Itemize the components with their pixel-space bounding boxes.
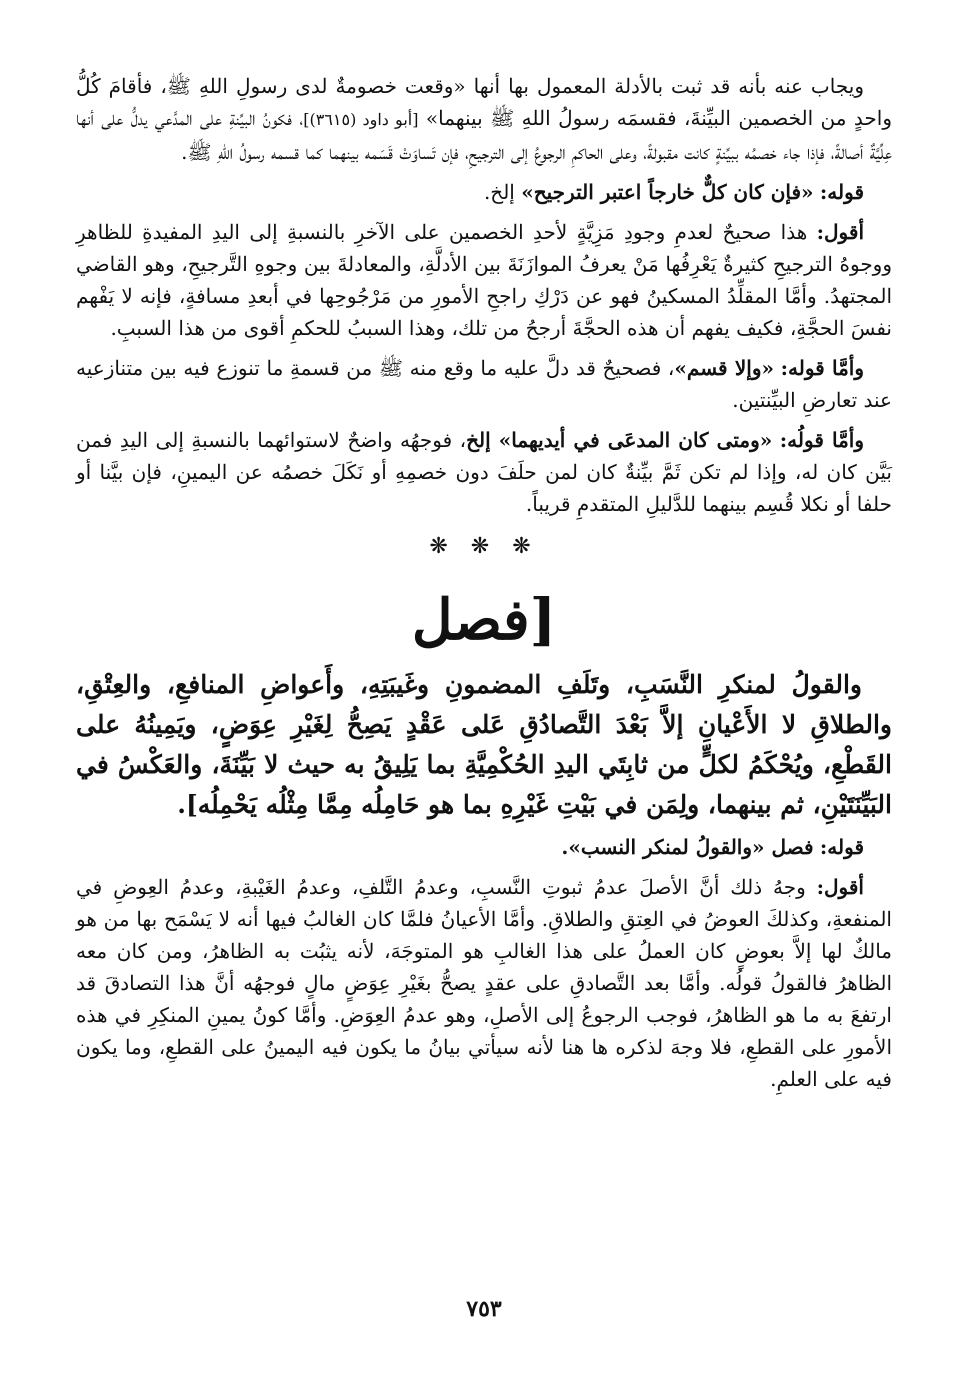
paragraph-text: ويجاب عنه بأنه قد ثبت بالأدلة المعمول بها أنها «وقعت خصومةٌ لدى رسولِ اللهِ ﷺ، فأقامَ كُلُّ واحدٍ من الخصمين البيِّنةَ، فقسمَه رسولُ اللهِ ﷺ بينهما» xyxy=(76,74,892,130)
paragraph-7 xyxy=(76,871,892,1095)
paragraph-3 xyxy=(76,216,892,344)
lead-word: وأمَّا قوله: xyxy=(780,356,865,380)
lead-word: قوله: xyxy=(819,180,864,204)
document-page xyxy=(76,70,892,1370)
lead-word: أقول: xyxy=(816,220,865,244)
paragraph-text: ، فصحيحٌ قد دلَّ عليه ما وقع منه ﷺ من قسمةِ ما تنوزع فيه بين متنازعيه عند تعارضِ البيِّنتين. xyxy=(76,356,892,412)
paragraph-text: وجهُ ذلك أنَّ الأصلَ عدمُ ثبوتِ النَّسبِ، وعدمُ التَّلفِ، وعدمُ الغَيْبةِ، وعدمُ العِوضِ في المنفعةِ، وكذلكَ العوضُ في العِتقِ والطلاقِ. وأمَّا الأعيانُ فلمَّا كان الغالبُ فيها أنه لا يَسْمَح بها من هو مالكٌ لها إلاَّ بعوضٍ كان العملُ على هذا الغالبِ هو المتوجَهَ، لأنه يثبُت به الظاهرُ، ومن كان معه الظاهرُ فالقولُ قولُه. وأمَّا بعد التَّصادقِ على عقدٍ يصحُّ بغَيْرِ عِوَضٍ مالٍ فوجهُه أنَّ هذا التصادقَ قد ارتفعَ به ما هو الظاهرُ، فوجب الرجوعُ إلى الأصلِ، وهو عدمُ العِوَضِ. وأمَّا كونُ يمينِ المنكِرِ في هذه الأمورِ على القطعِ، فلا وجهَ لذكره ها هنا لأنه سيأتي بيانُ ما يكون فيه اليمينُ على القطعِ، وما يكون فيه على العلمِ. xyxy=(76,875,892,1091)
lead-word: قوله: xyxy=(819,835,864,859)
paragraph-2 xyxy=(76,176,892,208)
paragraph-6 xyxy=(76,831,892,863)
quoted-text: «ومتى كان المدعَى في أيديهما» إلخ xyxy=(466,428,773,452)
section-heading: [فصل xyxy=(411,587,557,653)
paragraph-4 xyxy=(76,352,892,416)
paragraph-text: ، فكونُ البيِّنةِ على المدَّعي يدلُّ على أنها عِلِّيَّةٌ أصالةً، فإذا جاء خصمُه ببيِّنةٍ كانت مقبولةً، وعلى الحاكمِ الرجوعُ إلى الترجيحِ، فإن تَساوَتْ قَسَمه بينهما كما قسمه رسولُ اللهِ ﷺ. xyxy=(76,106,892,164)
matn-text: والقولُ لمنكرِ النَّسَبِ، وتَلَفِ المضمونِ وغَيبَتِهِ، وأَعواضِ المنافعِ، والعِتْقِ، والطلاقِ لا الأَعْيانِ إلاَّ بَعْدَ التَّصادُقِ عَلى عَقْدٍ يَصِحُّ لِغَيْرِ عِوَضٍ، ويَمِينُهُ على القَطْعِ، ويُحْكَمُ لكلٍّ من ثابِتَي اليدِ الحُكْمِيَّةِ بما يَلِيقُ به حيث لا بَيِّنَةَ، والعَكْسُ في البَيِّنَتَيْنِ، ثم بينهما، ولِمَن في بَيْتِ غَيْرِهِ بما هو حَامِلُه مِمَّا مِثْلُه يَحْمِلُه]. xyxy=(76,670,892,819)
page-number: ٧٥٣ xyxy=(466,1296,502,1322)
citation: [أبو داود (٣٦١٥)] xyxy=(303,110,419,129)
paragraph-1 xyxy=(76,70,892,168)
quoted-text: «وإلا قسم» xyxy=(674,356,774,380)
section-separator: ❋ ❋ ❋ xyxy=(429,534,539,559)
paragraph-text: ، فوجهُه واضحٌ لاستوائهما بالنسبةِ إلى اليدِ فمن بَيَّن كان له، وإذا لم تكن ثَمَّ بيِّنةٌ كان لمن حلَفَ دون خصمِهِ أو نَكَلَ خصمُه عن اليمينِ، فإن بيَّنا أو حلفا أو نكلا قُسِم بينهما للدَّليلِ المتقدمِ قريباً. xyxy=(76,428,892,516)
quoted-text: فصل «والقولُ لمنكر النسب». xyxy=(561,835,814,859)
quoted-text: «فإن كان كلٌّ خارجاً اعتبر الترجيح» xyxy=(521,180,814,204)
paragraph-text: هذا صحيحٌ لعدمِ وجودِ مَزِيَّةٍ لأحدِ الخصمين على الآخرِ بالنسبةِ إلى اليدِ المفيدةِ للظاهرِ ووجوهُ الترجيحِ كثيرةٌ يَعْرِفُها مَنْ يعرفُ الموازَنَةَ بين الأدلَّةِ، والمعادلةَ بين وجوهِ التَّرجيحِ، وهو القاضي المجتهدُ. وأمَّا المقلِّدُ المسكينُ فهو عن دَرْكِ راجحِ الأمورِ من مَرْجُوحِها في أبعدِ مسافةٍ، فإنه لا يَفْهم نفسَ الحجَّةِ، فكيف يفهم أن هذه الحجَّةَ أرجحُ من تلك، وهذا السببُ للحكمِ أقوى من هذا السببِ. xyxy=(76,220,892,340)
paragraph-5 xyxy=(76,424,892,520)
paragraph-text: إلخ. xyxy=(483,180,515,204)
lead-word: أقول: xyxy=(816,875,864,899)
lead-word: وأمَّا قولُه: xyxy=(779,428,865,452)
